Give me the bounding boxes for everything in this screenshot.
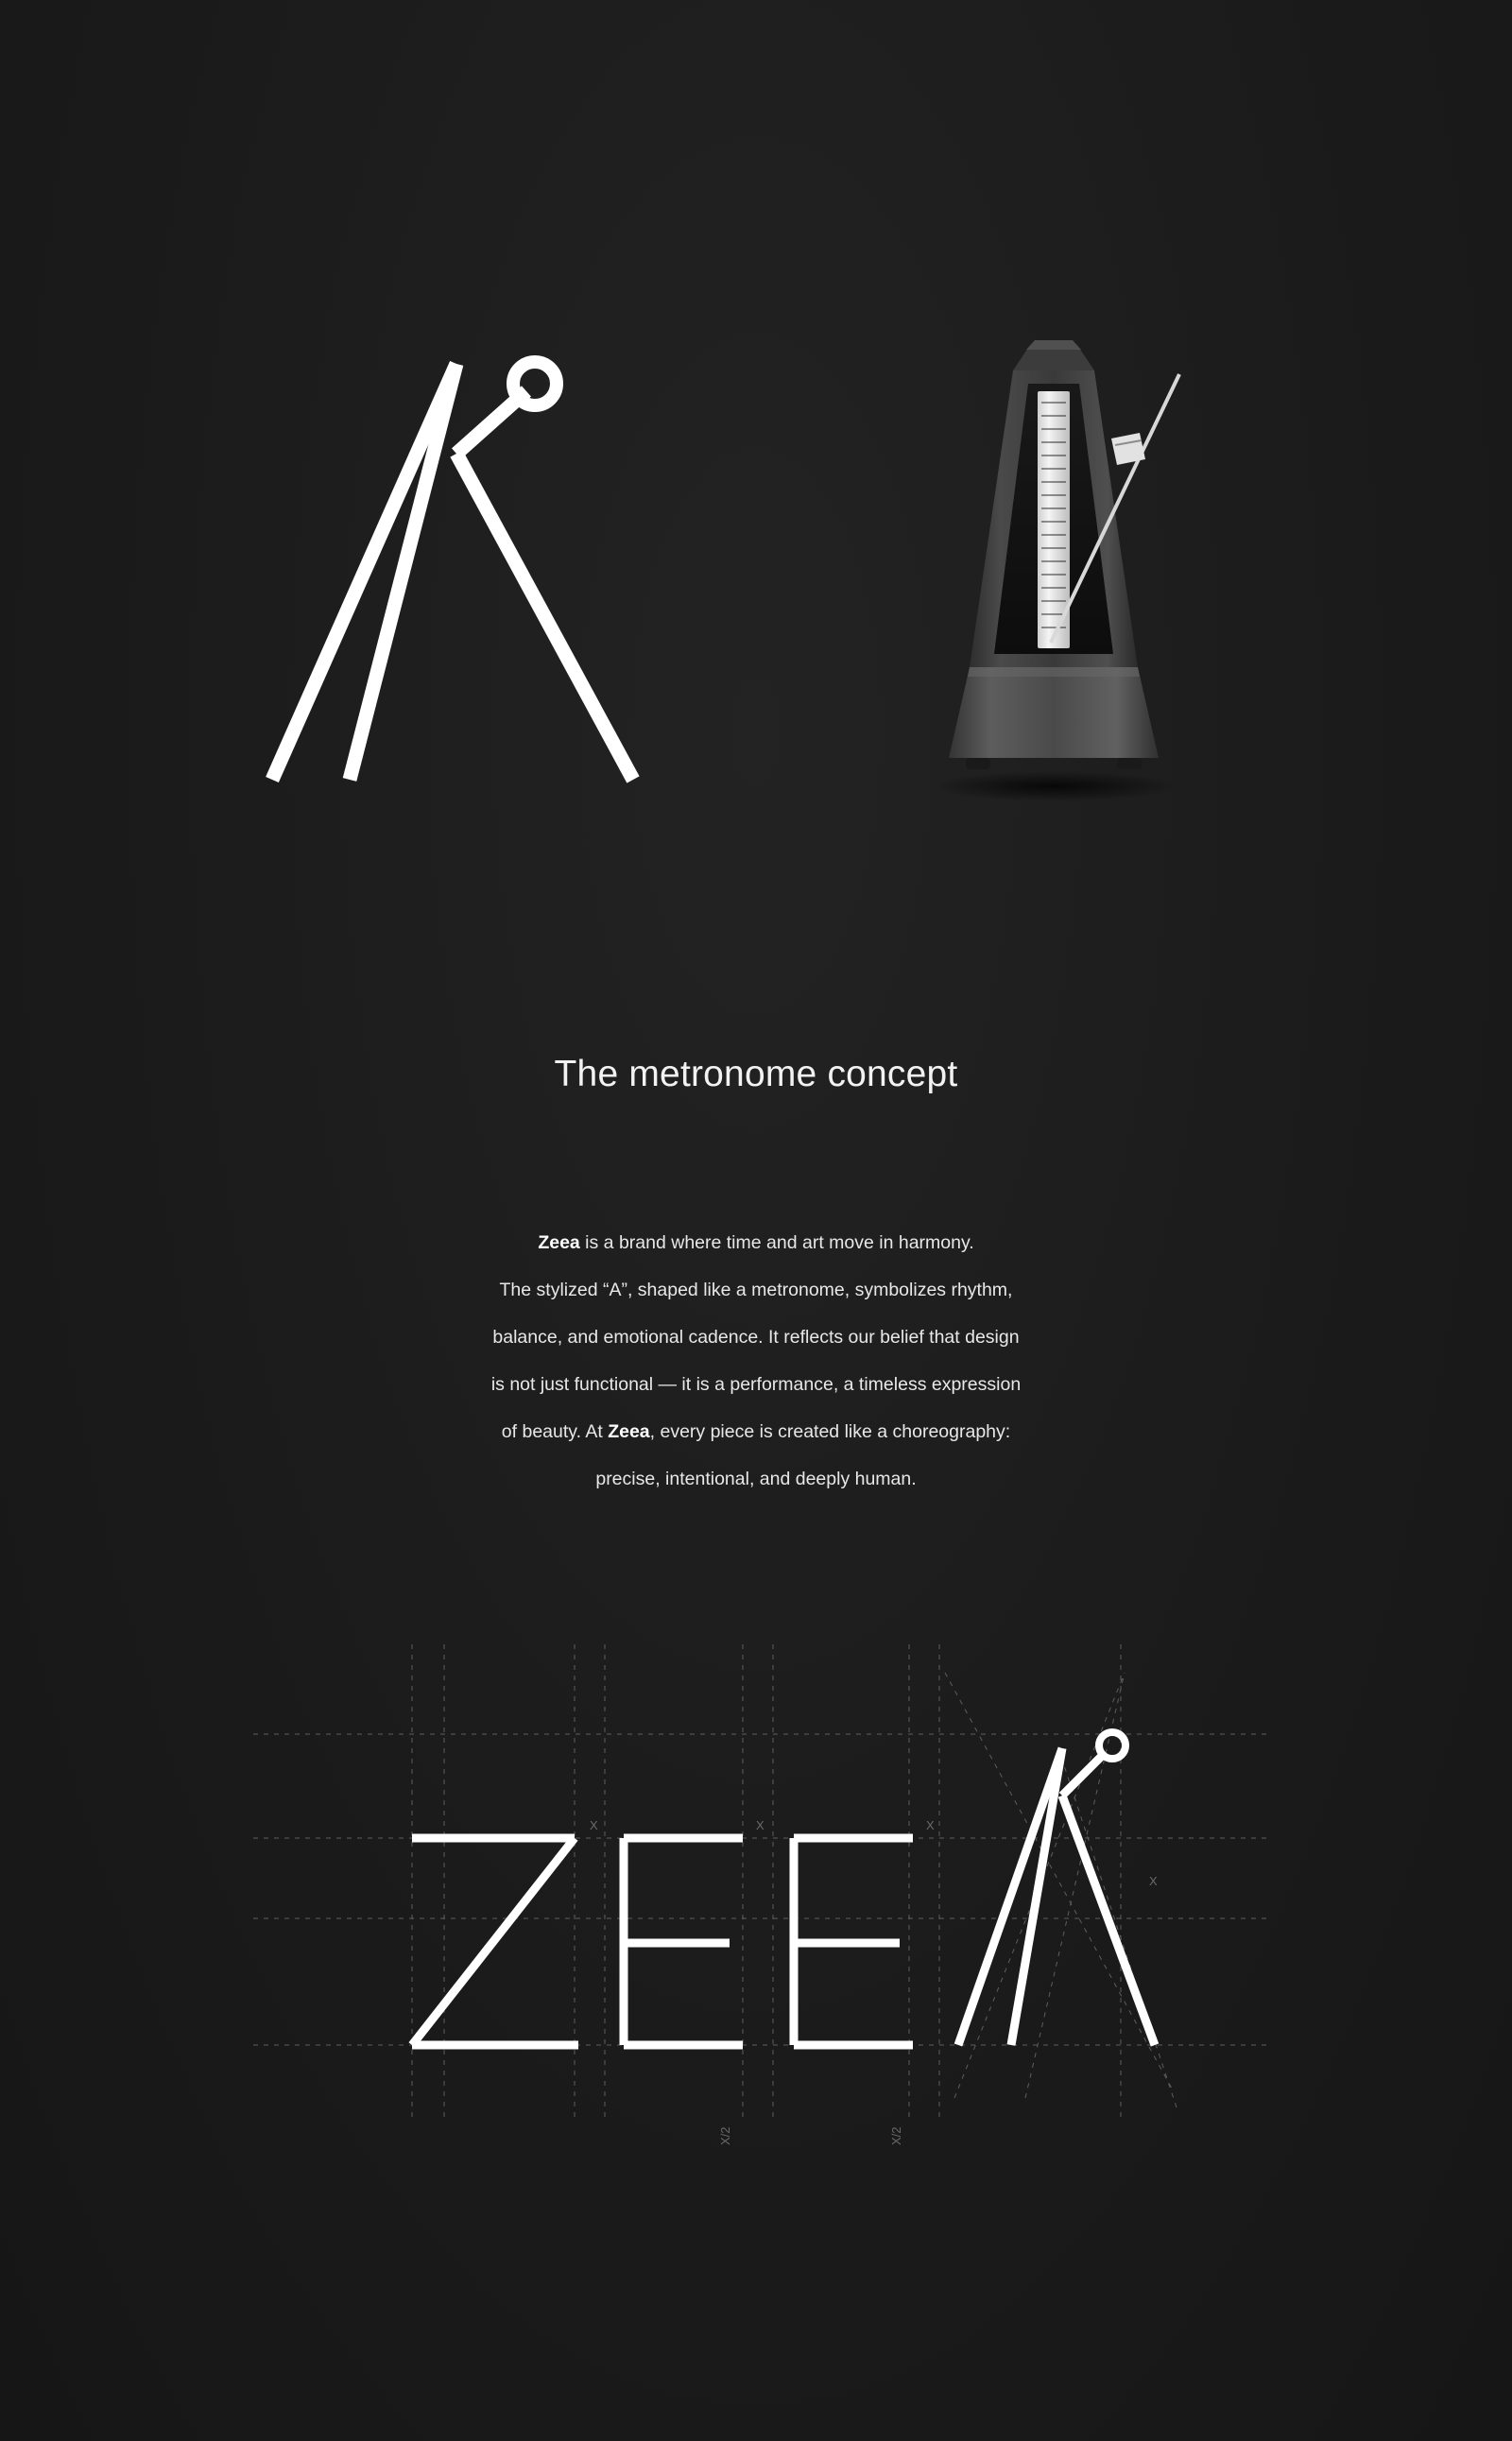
paragraph-line: The stylized “A”, shaped like a metronome, symbolizes rhythm, xyxy=(499,1280,1013,1300)
wordmark-letter-e-1 xyxy=(624,1838,743,2045)
hero-section xyxy=(0,312,1512,841)
metronome-photo xyxy=(879,321,1228,822)
paragraph-line: of beauty. At Zeea, every piece is created like a choreography: xyxy=(501,1421,1011,1442)
guide-label: X xyxy=(1149,1874,1158,1888)
wordmark-construction xyxy=(0,1644,1512,2174)
paragraph-line: Zeea is a brand where time and art move in harmony. xyxy=(538,1232,974,1253)
paragraph-line: balance, and emotional cadence. It reflects our belief that design xyxy=(492,1327,1020,1348)
monogram-icon xyxy=(255,350,662,794)
guide-label: X/2 xyxy=(889,2126,903,2145)
guide-label: X xyxy=(926,1818,935,1832)
wordmark-svg xyxy=(0,1644,1512,2174)
guide-label: X xyxy=(590,1818,598,1832)
guide-label: X xyxy=(756,1818,765,1832)
guide-lines xyxy=(253,1644,1266,2117)
zeea-a-monogram xyxy=(255,350,662,794)
paragraph-line: is not just functional — it is a performance, a timeless expression xyxy=(490,1374,1022,1395)
pendulum-weight-circle xyxy=(513,362,557,405)
paragraph-line: precise, intentional, and deeply human. xyxy=(595,1469,917,1489)
metronome-illustration xyxy=(879,321,1228,822)
wordmark-letter-z xyxy=(412,1838,578,2045)
concept-title: The metronome concept xyxy=(554,1054,958,1094)
wordmark-letter-a xyxy=(958,1732,1155,2045)
wordmark-letter-e-2 xyxy=(794,1838,913,2045)
guide-label: X/2 xyxy=(718,2126,732,2145)
concept-paragraph xyxy=(359,1219,1153,1503)
